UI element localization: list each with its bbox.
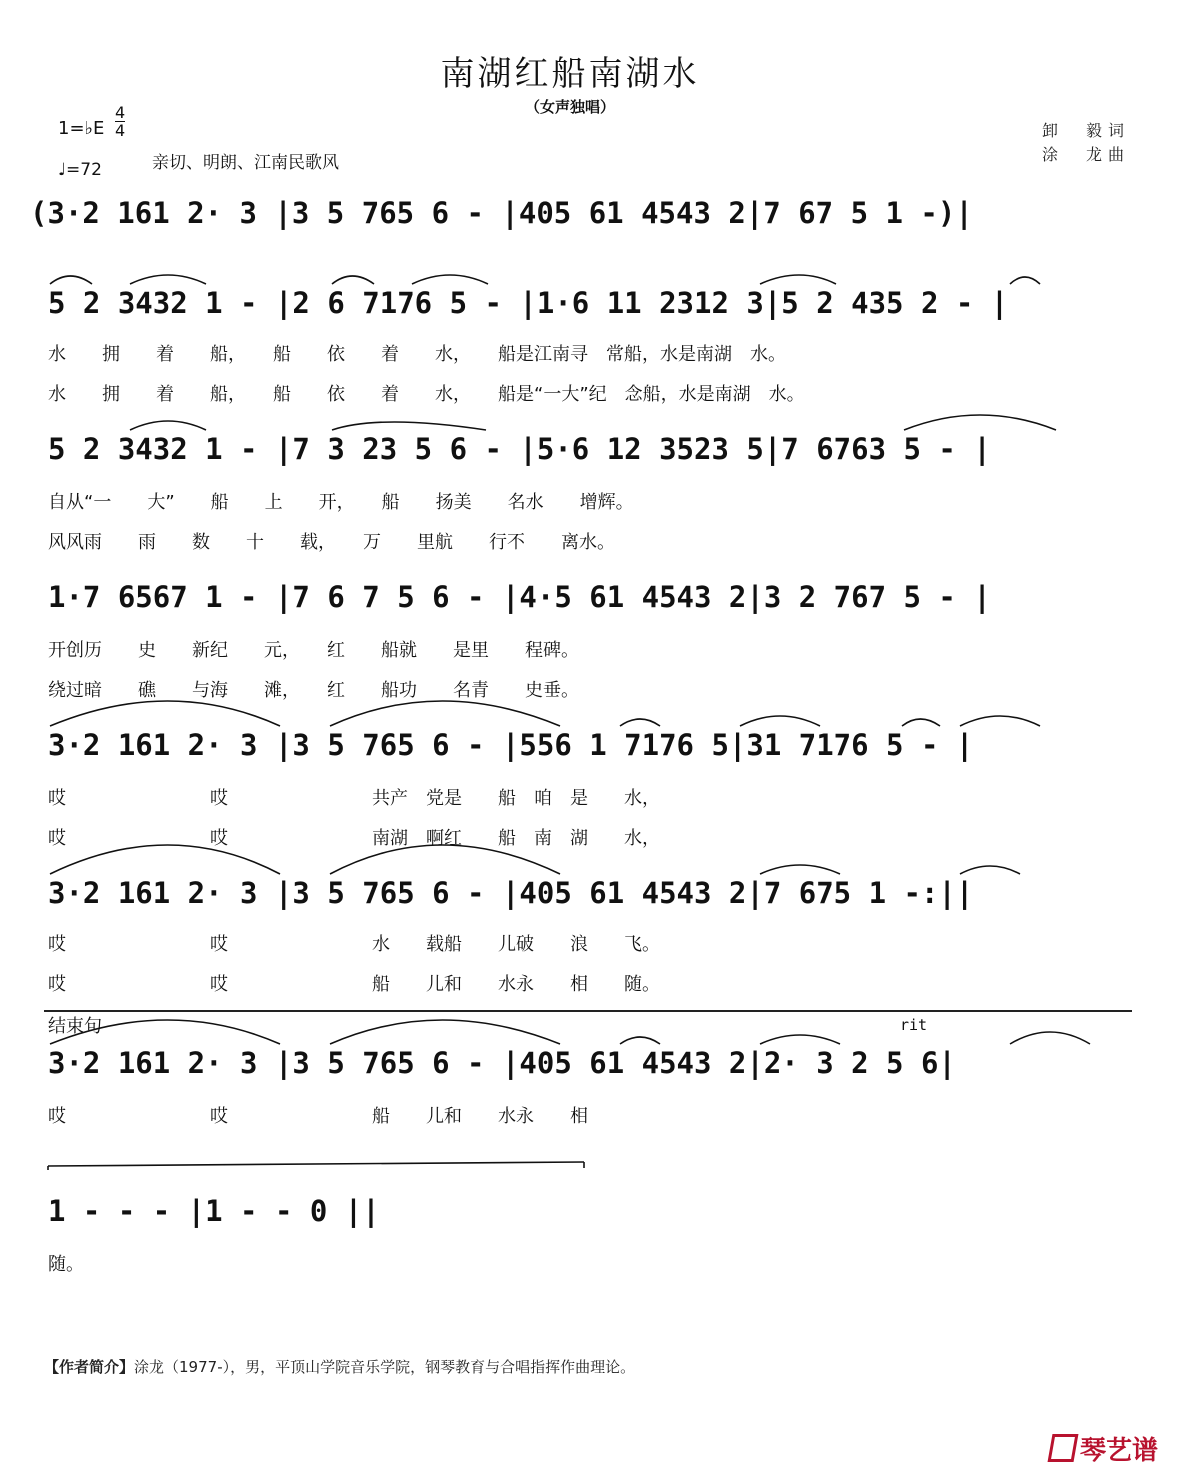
bio-label: 【作者简介】 — [44, 1358, 135, 1376]
lyric-row-3-verse-2: 风风雨 雨 数 十 载， 万 里航 行不 离水。 — [48, 532, 615, 553]
site-logo — [1050, 1430, 1158, 1467]
author-bio — [44, 1356, 635, 1377]
logo-text: 琴艺谱 — [1079, 1436, 1158, 1466]
lyric-row-4-verse-1: 开创历 史 新纪 元， 红 船就 是里 程碑。 — [48, 640, 579, 661]
time-bottom: 4 — [115, 121, 126, 140]
lyricist-credit: 卸 毅词 — [1042, 121, 1131, 140]
notation-row-2: 5 2 3432 1 - |2 6 7176 5 - |1·6 11 2312 3|5 2 435 2 - | — [48, 286, 1009, 320]
notation-row-8: 1 - - - |1 - - 0 || — [48, 1194, 380, 1228]
subtitle: （女声独唱） — [524, 98, 615, 116]
lyric-row-2-verse-2: 水 拥 着 船， 船 依 着 水， 船是“一大”纪 念船，水是南湖 水。 — [48, 384, 805, 405]
logo-mark-icon — [1048, 1434, 1079, 1462]
notation-row-4: 1·7 6567 1 - |7 6 7 5 6 - |4·5 61 4543 2|3 2 767 5 - | — [48, 580, 991, 614]
ending-label: 结束句 — [48, 1016, 102, 1037]
lyric-row-6-verse-2: 哎 哎 船 儿和 水永 相 随。 — [48, 974, 660, 995]
notation-row-1: (3·2 161 2· 3 |3 5 765 6 - |405 61 4543 2|7 67 5 1 -)| — [30, 196, 973, 230]
composer-credit: 涂 龙曲 — [1042, 145, 1131, 164]
flat-sign: ♭ — [84, 118, 94, 139]
ritardando-mark: rit — [900, 1016, 928, 1034]
expression-mark: 亲切、明朗、江南民歌风 — [152, 153, 339, 173]
bio-text: 涂龙（1977-），男，平顶山学院音乐学院，钢琴教育与合唱指挥作曲理论。 — [134, 1358, 636, 1376]
lyric-row-2-verse-1: 水 拥 着 船， 船 依 着 水， 船是江南寻 常船，水是南湖 水。 — [48, 344, 786, 365]
notation-row-3: 5 2 3432 1 - |7 3 23 5 6 - |5·6 12 3523 5|7 6763 5 - | — [48, 432, 991, 466]
notation-row-6: 3·2 161 2· 3 |3 5 765 6 - |405 61 4543 2|7 675 1 -:|| — [48, 876, 974, 910]
lyric-row-5-verse-2: 哎 哎 南湖 啊红 船 南 湖 水， — [48, 828, 660, 849]
time-top: 4 — [115, 103, 126, 122]
notation-row-7: 3·2 161 2· 3 |3 5 765 6 - |405 61 4543 2|2· 3 2 5 6| — [48, 1046, 956, 1080]
song-title: 南湖红船南湖水 — [440, 54, 700, 94]
lyric-row-4-verse-2: 绕过暗 礁 与海 滩， 红 船功 名青 史垂。 — [48, 680, 579, 701]
lyric-row-5-verse-1: 哎 哎 共产 党是 船 咱 是 水， — [48, 788, 660, 809]
lyric-row-6-verse-1: 哎 哎 水 载船 儿破 浪 飞。 — [48, 934, 660, 955]
tempo-mark: ♩=72 — [58, 160, 102, 180]
key-letter: E — [93, 118, 105, 139]
lyric-row-8: 随。 — [48, 1254, 84, 1275]
lyric-row-7: 哎 哎 船 儿和 水永 相 — [48, 1106, 588, 1127]
notation-row-5: 3·2 161 2· 3 |3 5 765 6 - |556 1 7176 5|31 7176 5 - | — [48, 728, 974, 762]
key-prefix: 1= — [58, 118, 85, 139]
lyric-row-3-verse-1: 自从“一 大” 船 上 开， 船 扬美 名水 增辉。 — [48, 492, 634, 513]
